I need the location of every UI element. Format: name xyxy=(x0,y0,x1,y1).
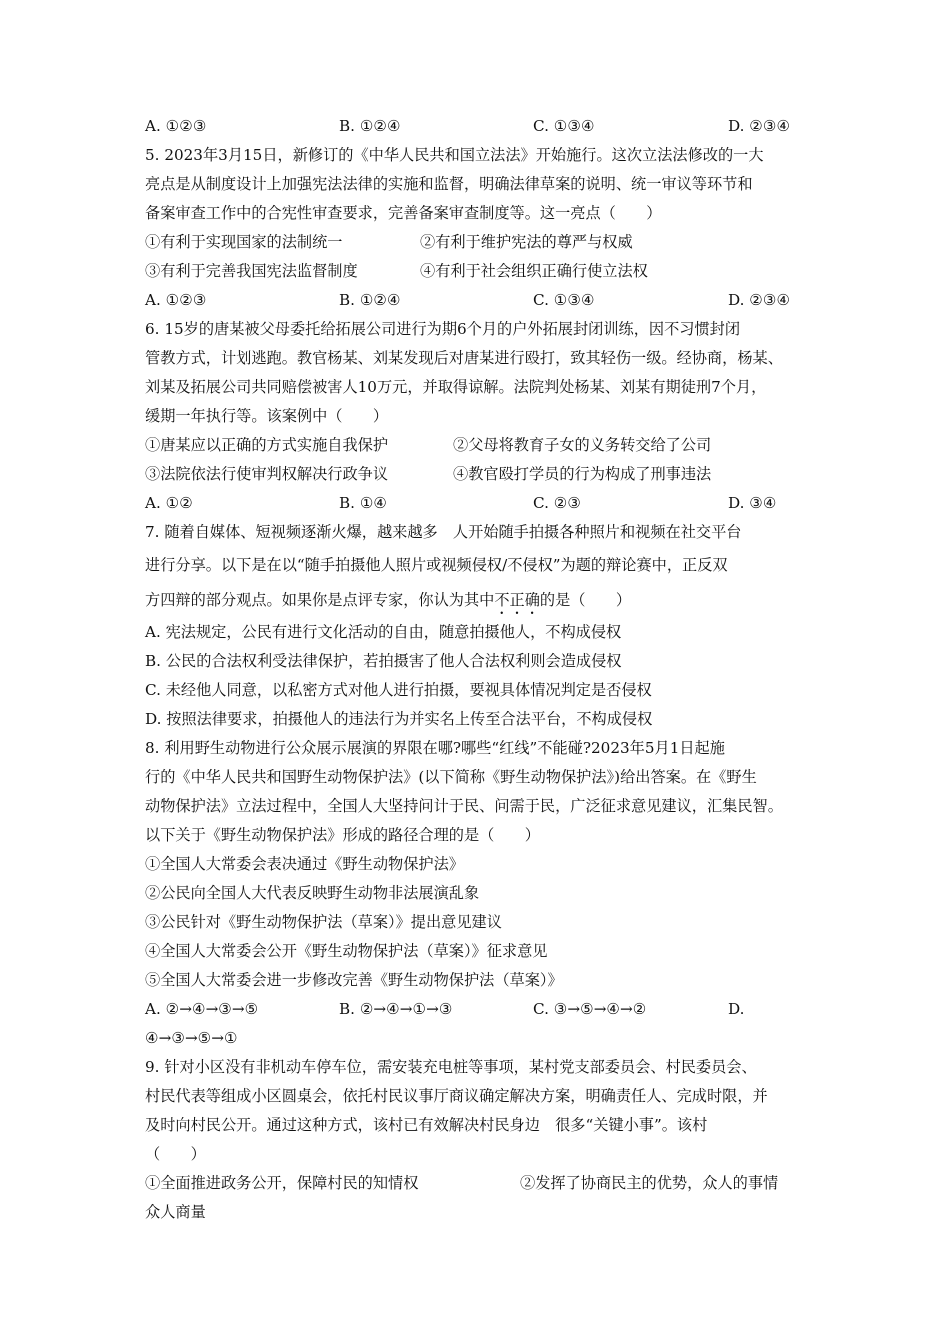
q9-item-1: ①全面推进政务公开，保障村民的知情权 xyxy=(145,1174,419,1192)
q7-emphasis: 不正确 xyxy=(494,591,540,609)
option-a: A. ①② xyxy=(145,494,193,512)
option-c: C. ①③④ xyxy=(533,117,595,135)
q8-stem-line: 以下关于《野生动物保护法》形成的路径合理的是（ ） xyxy=(145,826,540,844)
q9-item-2-cont: 众人商量 xyxy=(145,1203,206,1221)
q6-items-row xyxy=(145,431,813,460)
q6-items-row xyxy=(145,460,813,489)
q9-item-2: ②发挥了协商民主的优势，众人的事情 xyxy=(520,1174,779,1192)
q6-stem-line: 缓期一年执行等。该案例中（ ） xyxy=(145,407,388,425)
q7-option-b: B. 公民的合法权利受法律保护，若拍摄害了他人合法权利则会造成侵权 xyxy=(145,652,622,670)
q8-stem-line: 动物保护法》立法过程中，全国人大坚持问计于民、问需于民，广泛征求意见建议，汇集民智。 xyxy=(145,797,783,815)
q8-options xyxy=(145,995,813,1024)
option-b: B. ①④ xyxy=(339,494,388,512)
option-d: D. ②③④ xyxy=(728,291,791,309)
q4-options xyxy=(145,112,813,141)
q5-stem-line: 备案审查工作中的合宪性审查要求，完善备案审查制度等。这一亮点（ ） xyxy=(145,204,662,222)
q6-stem-line: 刘某及拓展公司共同赔偿被害人10万元，并取得谅解。法院判处杨某、刘某有期徒刑7个月， xyxy=(145,378,767,396)
q8-item-1: ①全国人大常委会表决通过《野生动物保护法》 xyxy=(145,855,464,873)
q5-options xyxy=(145,286,813,315)
q5-items-row xyxy=(145,257,813,286)
q9-stem-line: 村民代表等组成小区圆桌会，依托村民议事厅商议确定解决方案，明确责任人、完成时限，并 xyxy=(145,1087,768,1105)
q8-stem-line: 8. 利用野生动物进行公众展示展演的界限在哪?哪些“红线”不能碰?2023年5月1日起施 xyxy=(145,739,725,757)
q7-stem-line: 进行分享。以下是在以“随手拍摄他人照片或视频侵权/不侵权”为题的辩论赛中，正反双 xyxy=(145,556,728,574)
option-c: C. ③→⑤→④→② xyxy=(533,1000,647,1018)
question-9 xyxy=(145,1053,813,1227)
option-c: C. ①③④ xyxy=(533,291,595,309)
q7-stem-line: 7. 随着自媒体、短视频逐渐火爆，越来越多 人开始随手拍摄各种照片和视频在社交平台 xyxy=(145,523,742,541)
q9-stem-line: （ ） xyxy=(145,1145,206,1163)
q9-items-row xyxy=(145,1169,813,1198)
q5-stem-line: 5. 2023年3月15日，新修订的《中华人民共和国立法法》开始施行。这次立法法修改的一大 xyxy=(145,146,764,164)
option-a: A. ①②③ xyxy=(145,117,207,135)
option-b: B. ②→④→①→③ xyxy=(339,1000,453,1018)
q8-item-3: ③公民针对《野生动物保护法（草案）》提出意见建议 xyxy=(145,913,502,931)
q9-stem-line: 及时向村民公开。通过这种方式，该村已有效解决村民身边 很多“关键小事”。该村 xyxy=(145,1116,708,1134)
question-8 xyxy=(145,734,813,1053)
q5-stem-line: 亮点是从制度设计上加强宪法法律的实施和监督，明确法律草案的说明、统一审议等环节和 xyxy=(145,175,753,193)
q8-stem-line: 行的《中华人民共和国野生动物保护法》(以下简称《野生动物保护法》)给出答案。在《野生 xyxy=(145,768,757,786)
q5-item-3: ③有利于完善我国宪法监督制度 xyxy=(145,262,358,280)
q8-option-d-content: ④→③→⑤→① xyxy=(145,1029,238,1047)
q6-options xyxy=(145,489,813,518)
q5-items-row xyxy=(145,228,813,257)
q6-stem-line: 管教方式，计划逃跑。教官杨某、刘某发现后对唐某进行殴打，致其轻伤一级。经协商，杨某、 xyxy=(145,349,783,367)
exam-page xyxy=(145,112,813,1227)
q7-option-d: D. 按照法律要求，拍摄他人的违法行为并实名上传至合法平台，不构成侵权 xyxy=(145,710,653,728)
q9-stem-line: 9. 针对小区没有非机动车停车位，需安装充电桩等事项，某村党支部委员会、村民委员会、 xyxy=(145,1058,757,1076)
q7-stem-line xyxy=(145,584,813,618)
option-b: B. ①②④ xyxy=(339,291,401,309)
q7-stem-text: 的是（ ） xyxy=(539,591,631,609)
question-6 xyxy=(145,315,813,518)
q8-item-4: ④全国人大常委会公开《野生动物保护法（草案）》征求意见 xyxy=(145,942,548,960)
option-d: D. ②③④ xyxy=(728,117,791,135)
question-5 xyxy=(145,141,813,315)
q7-option-c: C. 未经他人同意，以私密方式对他人进行拍摄，要视具体情况判定是否侵权 xyxy=(145,681,652,699)
option-a: A. ②→④→③→⑤ xyxy=(145,1000,259,1018)
q5-item-1: ①有利于实现国家的法制统一 xyxy=(145,233,343,251)
option-d: D. xyxy=(728,1000,745,1018)
q6-stem-line: 6. 15岁的唐某被父母委托给拓展公司进行为期6个月的户外拓展封闭训练，因不习惯封闭 xyxy=(145,320,741,338)
q6-item-2: ②父母将教育子女的义务转交给了公司 xyxy=(453,436,712,454)
q6-item-3: ③法院依法行使审判权解决行政争议 xyxy=(145,465,388,483)
q7-stem-text: 方四辩的部分观点。如果你是点评专家，你认为其中 xyxy=(145,591,495,609)
question-7 xyxy=(145,518,813,734)
q6-item-1: ①唐某应以正确的方式实施自我保护 xyxy=(145,436,388,454)
q5-item-2: ②有利于维护宪法的尊严与权威 xyxy=(420,233,633,251)
q8-item-5: ⑤全国人大常委会进一步修改完善《野生动物保护法（草案）》 xyxy=(145,971,563,989)
option-c: C. ②③ xyxy=(533,494,581,512)
option-b: B. ①②④ xyxy=(339,117,401,135)
q6-item-4: ④教官殴打学员的行为构成了刑事违法 xyxy=(453,465,712,483)
q5-item-4: ④有利于社会组织正确行使立法权 xyxy=(420,262,648,280)
q8-item-2: ②公民向全国人大代表反映野生动物非法展演乱象 xyxy=(145,884,480,902)
q7-option-a: A. 宪法规定，公民有进行文化活动的自由，随意拍摄他人，不构成侵权 xyxy=(145,623,622,641)
option-d: D. ③④ xyxy=(728,494,777,512)
option-a: A. ①②③ xyxy=(145,291,207,309)
